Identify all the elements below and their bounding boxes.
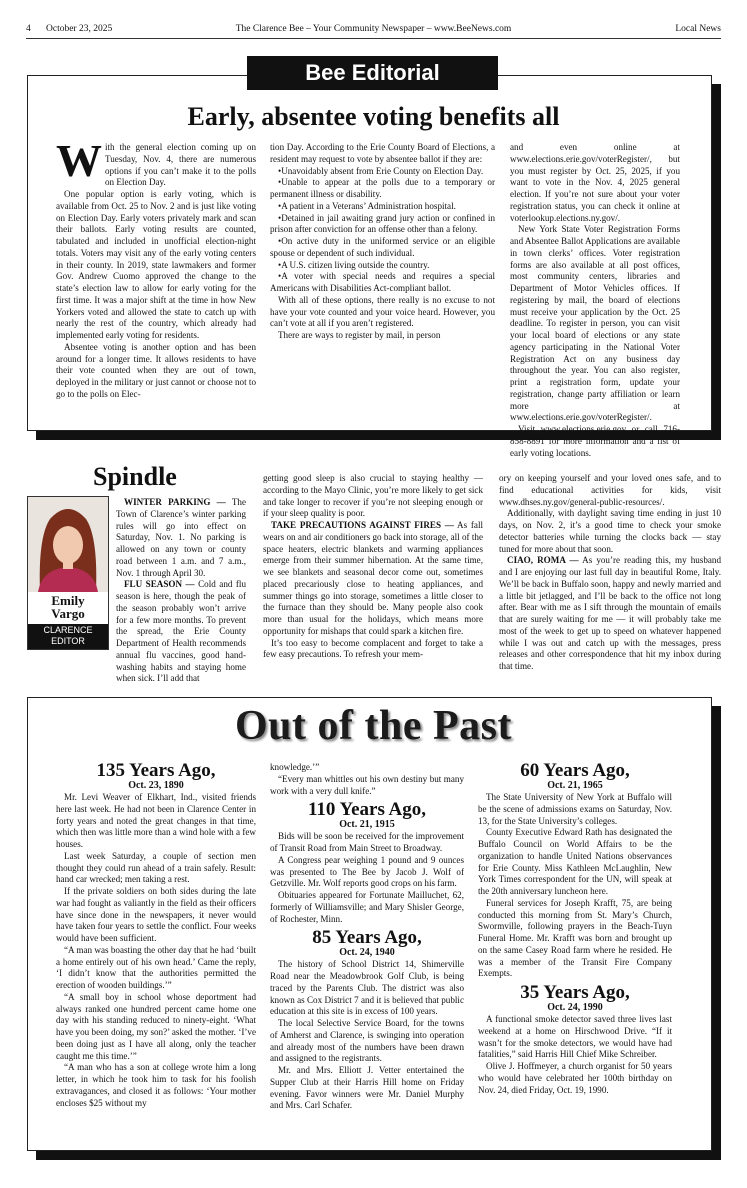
editorial-col-2: tion Day. According to the Erie County Board of Elections, a resident may request to vote by absentee ballot if they are: • Unavoidably absent from Erie County on Election Day. • Unable to appear at the polls due to a temporary or permanent illness or disability. • A patient in a Veterans’ Administration hospital. • Detained in jail awaiting grand jury action or confined in prison after conviction for an offense other than a felony. • On active duty in the uniformed service or an eligible spouse or dependent of such individual. • A U.S. citizen living outside the country. • A voter with special needs and requires a special Americans with Disabilities Act-compliant ballot. With all of these options, there really is no excuse to not have your vote counted and your voice heard. However, you can’t vote at all if you aren’t registered. There are ways to register by mail, in person [270,142,495,342]
spindle-col-1: WINTER PARKING — The Town of Clarence’s winter parking rules will go into effect on Saturday, Nov. 1. No parking is allowed on any town or county road between 1 a.m. and 7 a.m., Nov. 1 through April 30. FLU SEASON — Cold and flu season is here, though the peak of the season probably won’t arrive for a few more months. To prevent the spread, the Erie County Department of Health recommends annual flu vaccines, good hand-washing habits and staying home when sick. I’ll add that [116,497,246,684]
editorial-col-3: and even online at www.elections.erie.gov/voterRegister/, but you must register by Oct. 25, 2025, if you want to vote in the Nov. 4, 2025 general election. If you’re not sure about your voter registration status, you can check it online at voterlookup.elections.ny.gov/. New York State Voter Registration Forms and Absentee Ballot Applications are available in town clerks’ offices. Voter registration forms are also available at all post offices, most community centers, libraries and Department of Motor Vehicles offices. If registering by mail, the board of elections must receive your application by the Oct. 25 deadline. To register in person, you can visit your local board of elections or any state agency participating in the National Voter Registration Act on any business day throughout the year. You can also register, print a registration form, update your registration, change party affiliation or learn more at www.elections.erie.gov/voterRegister/. Visit www.elections.erie.gov or call 716-858-8891 for more information and a list of early voting locations. [510,142,680,458]
section-60-date: Oct. 21, 1965 [547,780,603,791]
spindle-col-3: ory on keeping yourself and your loved ones safe, and to find educational activities for kids, visit www.dhses.ny.gov/general-public-resources/. Additionally, with daylight saving time ending in just 10 days, on Nov. 2, it’s a good time to check your smoke detector batteries while turning the clocks back — stay tuned for more about that soon. CIAO, ROMA — As you’re reading this, my husband and I are enjoying our last full day in beautiful Rome, Italy. We’ll be back in Buffalo soon, happy and newly married and a little bit jetlagged, and I’ll be back to the office not long after. Bear with me as I sift through the mountain of emails that are surely waiting for me — it will probably take me most of the week to get up to speed on whatever happened while I was out and catch up with the messages, press releases and other correspondence that hit my inbox during that time. [499,473,722,671]
spindle-col-2: getting good sleep is also crucial to staying healthy — according to the Mayo Clinic, you’re more likely to get sick and take longer to recover if you’re not sleeping enough or if your sleep quality is poor. TAKE PRECAUTIONS AGAINST FIRES — As fall wears on and air conditioners go back into storage, all of the space heaters, electric blankets and warming appliances emerge from their summer hibernation. At the same time, we see blankets and seasonal decor come out, sometimes placed precariously close to heating appliances, and summer things go into storage, sometimes a little closer to the furnace than they should be. Many people also cook more than usual for the holidays, which means more opportunity for mishaps that could spark a kitchen fire. It’s too easy to become complacent and forget to take a few easy precautions. To refresh your mem- [263,473,483,660]
issue-date: October 23, 2025 [46,24,113,34]
spindle-title: Spindle [93,462,177,491]
section-110-heading: 110 Years Ago, [307,799,427,821]
section-135-heading: 135 Years Ago, [96,760,216,781]
past-title: Out of the Past [235,703,512,749]
page-header [0,0,747,38]
editorial-col-1: With the general election coming up on Tuesday, Nov. 4, there are numerous options if you can’t make it to the polls on Election Day. One popular option is early voting, which is available from Oct. 25 to Nov. 2 and is just like voting on Election Day. Early voters privately mark and scan their ballots. Early voting results are counted, tabulated and included in unofficial election-night totals. Voters may visit any of the early voting centers in their county. In 2019, state lawmakers and former Gov. Andrew Cuomo approved the change to the state’s election law to allow for early voting for the first time. It was a major shift at the time in how New Yorkers voted and allowed the state to catch up with nearly the rest of the country, which already had implemented early voting for residents. Absentee voting is another option and has been around for a longer time. It allows residents to have their vote counted when they are out of town, deployed in the military or just cannot or choose not to go to the polls on Elec- [56,135,256,399]
author-photo [28,497,108,592]
section-85-heading: 85 Years Ago, [312,927,422,949]
section-35-date: Oct. 24, 1990 [547,1002,603,1013]
masthead-line: The Clarence Bee – Your Community Newspaper – www.BeeNews.com [235,24,512,34]
author-card [27,496,109,650]
author-first-name: Emily [51,593,85,608]
section-name: Local News [675,24,721,34]
section-110-date: Oct. 21, 1915 [339,819,395,831]
author-last-name: Vargo [51,606,85,621]
editorial-tag [247,56,498,90]
section-135-date: Oct. 23, 1890 [128,780,184,791]
editorial-tag-label: Bee Editorial [305,60,440,85]
section-85-date: Oct. 24, 1940 [339,947,395,959]
past-col-1: 135 Years Ago, Oct. 23, 1890 Mr. Levi Weaver of Elkhart, Ind., visited friends here last week. He had not been in Clarence Center in forty years and noted the great changes in that time, which then was little more than a wind hole with a few houses. Last week Saturday, a couple of section men thought they could run ahead of a train safely. Result: hand car wrecked; men taking a rest. If the private soldiers on both sides during the late war had fought as valiantly in the field as their officers have since done in the newspapers, it never would have taken four years to settle the conflict. Four weeks would have been sufficient. “A man was boasting the other day that he had ‘built a home entirely out of his own head.’ Came the reply, ‘I didn’t know that the authorities permitted the erection of wooden buildings.’” “A small boy in school whose deportment had always ranked one hundred percent came home one day with his standing reduced to ninety-eight. ‘What have you been doing, my son?’ asked the mother. ‘I’ve been doing just as I have all along, only the teacher caught me this time.’” “A man who has a son at college wrote him a long letter, in which he took him to task for his foolish extravagances, and closed it as follows: ‘Your mother encloses $25 without my [56,760,256,1108]
header-rule [26,38,721,39]
editorial-headline: Early, absentee voting benefits all [187,102,560,131]
drop-cap: W [56,135,102,186]
section-60-heading: 60 Years Ago, [520,760,630,781]
author-role: CLARENCE EDITOR [28,624,108,649]
section-35-heading: 35 Years Ago, [520,982,630,1003]
past-col-2: knowledge.’” “Every man whittles out his own destiny but many work with a very dull knife.” 110 Years Ago, Oct. 21, 1915 Bids will be soon be received for the improvement of Transit Road from Main Street to Broadway. A Congress pear weighing 1 pound and 9 ounces was presented to The Bee by Jacob J. Wolf of Getzville. Mr. Wolf reports good crops on his farm. Obituaries appeared for Fortunate Mailluchet, 62, formerly of Williamsville; and Mary Shisler George, of Rochester, Minn. 85 Years Ago, Oct. 24, 1940 The history of School District 14, Shimerville Road near the Meadowbrook Golf Club, is being traced by the Parents Club. The district was also known as Cox District 7 and it is believed that public education at this site is in excess of 100 years. The local Selective Service Board, for the towns of Amherst and Clarence, is swinging into operation and already most of the numbers have been drawn and assigned to the registrants. Mr. and Mrs. Elliott J. Vetter entertained the Supper Club at their Harris Hill home on Friday evening. Favor winners were Mr. Daniel Murphy and Mrs. Carl Schafer. [270,762,464,1111]
page-number: 4 [26,24,31,34]
past-col-3: 60 Years Ago, Oct. 21, 1965 The State University of New York at Buffalo will be the scene of admissions exams on Saturday, Nov. 13, for the State University’s colleges. County Executive Edward Rath has designated the Buffalo Council on World Affairs to be the organization to handle United Nations observances for Erie County. Miss Kathleen McLaughlin, New York Times correspondent for the UN, will speak at the 20th anniversary luncheon here. Funeral services for Joseph Krafft, 75, are being conducted this morning from St. Mary’s Church, Swormville, following prayers in the Beach-Tuyn Funeral Home. Mr. Krafft was born and brought up on the same Casey Road farm where he resided. He was a member of the Transit Fire Company Exempts. 35 Years Ago, Oct. 24, 1990 A functional smoke detector saved three lives last weekend at a home on Hirschwood Drive. “If it wasn’t for the smoke detectors, we would have had fatalities,” said Harris Hill Chief Mike Schreiber. Olive J. Hoffmeyer, a church organist for 50 years who would have celebrated her 100th birthday on Nov. 24, died Friday, Oct. 19, 1990. [478,760,672,1095]
